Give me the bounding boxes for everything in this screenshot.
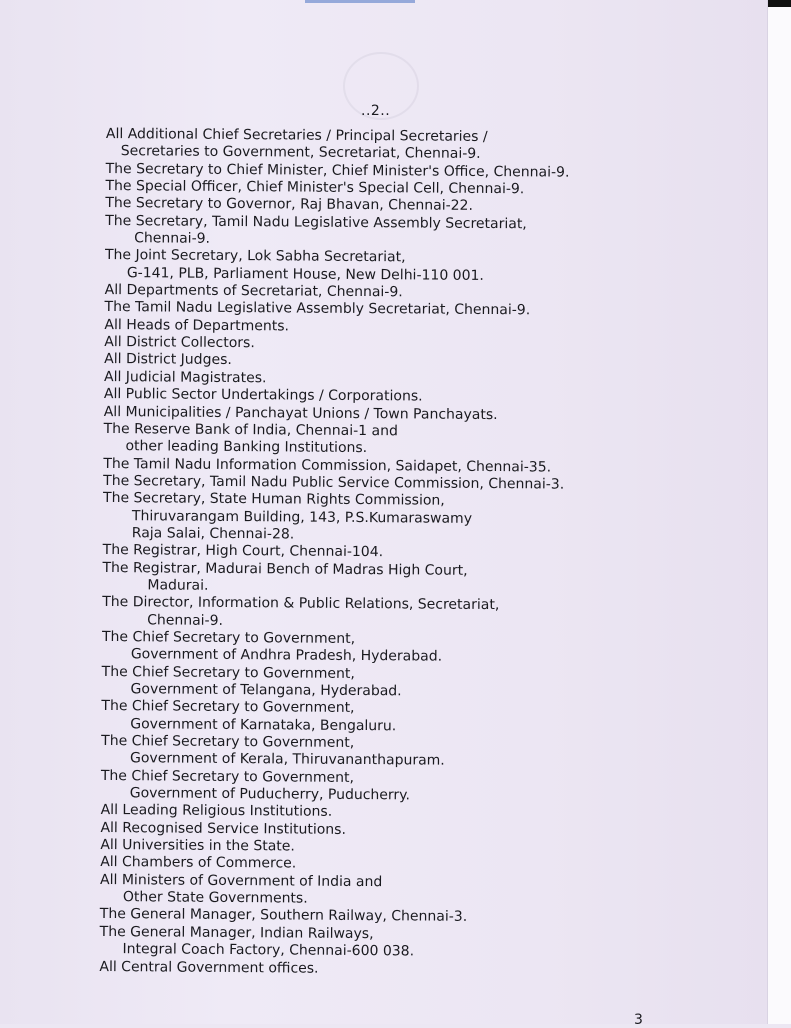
recipient-line: All Municipalities / Panchayat Unions / Town Panchayats.: [103, 403, 498, 423]
recipient-line: The Secretary, Tamil Nadu Legislative Assembly Secretariat,: [105, 212, 527, 233]
recipient-line: other leading Banking Institutions.: [125, 438, 368, 457]
recipient-line: The Chief Secretary to Government,: [100, 767, 355, 786]
recipient-line: All Heads of Departments.: [104, 316, 290, 335]
recipient-line: All Recognised Service Institutions.: [100, 819, 347, 838]
recipient-line: Government of Telangana, Hyderabad.: [130, 681, 402, 700]
recipient-line: Chennai-9.: [147, 611, 224, 629]
recipient-line: All Central Government offices.: [99, 958, 319, 977]
recipient-line: All Leading Religious Institutions.: [100, 802, 333, 821]
recipient-line: Government of Kerala, Thiruvananthapuram.: [129, 750, 445, 770]
footer-page-number: 3: [634, 1012, 643, 1028]
recipient-line: The Registrar, High Court, Chennai-104.: [102, 542, 384, 561]
recipient-line: Integral Coach Factory, Chennai-600 038.: [122, 941, 415, 960]
scan-edge-strip: [767, 0, 791, 1024]
recipient-line: The Secretary, State Human Rights Commission,: [103, 490, 445, 509]
recipient-line: Other State Governments.: [122, 889, 308, 907]
recipient-line: Madurai.: [147, 577, 209, 594]
recipient-line: Government of Karnataka, Bengaluru.: [130, 715, 397, 734]
recipient-line: The Tamil Nadu Legislative Assembly Secretariat, Chennai-9.: [104, 299, 531, 319]
recipient-line: Secretaries to Government, Secretariat, Chennai-9.: [120, 143, 481, 163]
recipient-line: All Public Sector Undertakings / Corporations.: [103, 386, 423, 405]
recipient-line: All District Collectors.: [104, 334, 255, 352]
recipient-list: [99, 126, 666, 980]
recipient-line: The Chief Secretary to Government,: [101, 698, 355, 717]
recipient-line: G-141, PLB, Parliament House, New Delhi-110 001.: [126, 264, 484, 284]
recipient-line: The General Manager, Indian Railways,: [99, 923, 374, 942]
recipient-line: Government of Andhra Pradesh, Hyderabad.: [130, 646, 443, 665]
recipient-line: The Reserve Bank of India, Chennai-1 and: [103, 420, 398, 440]
recipient-line: All Ministers of Government of India and: [100, 871, 383, 890]
recipient-line: All Chambers of Commerce.: [100, 854, 297, 872]
recipient-line: The Secretary to Chief Minister, Chief Minister's Office, Chennai-9.: [105, 160, 570, 181]
recipient-line: The Joint Secretary, Lok Sabha Secretariat,: [104, 247, 406, 266]
top-scan-line: [305, 0, 415, 3]
recipient-line: Raja Salai, Chennai-28.: [131, 525, 295, 543]
scan-corner-mark: [768, 0, 791, 7]
recipient-line: The Secretary to Governor, Raj Bhavan, Chennai-22.: [105, 195, 474, 215]
recipient-line: Chennai-9.: [134, 230, 211, 247]
recipient-line: The Chief Secretary to Government,: [101, 733, 355, 751]
recipient-line: The Tamil Nadu Information Commission, Saidapet, Chennai-35.: [103, 455, 552, 476]
recipient-line: The General Manager, Southern Railway, Chennai-3.: [99, 906, 468, 926]
recipient-line: All Departments of Secretariat, Chennai-9.: [104, 282, 403, 301]
page-number: ..2..: [361, 103, 391, 119]
recipient-line: The Registrar, Madurai Bench of Madras High Court,: [102, 559, 468, 579]
recipient-line: Thiruvarangam Building, 143, P.S.Kumaraswamy: [131, 507, 473, 527]
recipient-line: All District Judges.: [104, 351, 232, 369]
recipient-line: The Chief Secretary to Government,: [101, 663, 355, 682]
recipient-line: The Secretary, Tamil Nadu Public Service Commission, Chennai-3.: [103, 472, 565, 493]
recipient-line: All Additional Chief Secretaries / Principal Secretaries /: [105, 126, 488, 145]
recipient-line: The Chief Secretary to Government,: [101, 628, 356, 647]
recipient-line: All Universities in the State.: [100, 837, 295, 855]
recipient-line: The Director, Information & Public Relations, Secretariat,: [102, 594, 500, 614]
recipient-line: The Special Officer, Chief Minister's Special Cell, Chennai-9.: [105, 178, 525, 198]
recipient-line: Government of Puducherry, Puducherry.: [129, 785, 411, 804]
recipient-line: All Judicial Magistrates.: [103, 368, 267, 387]
